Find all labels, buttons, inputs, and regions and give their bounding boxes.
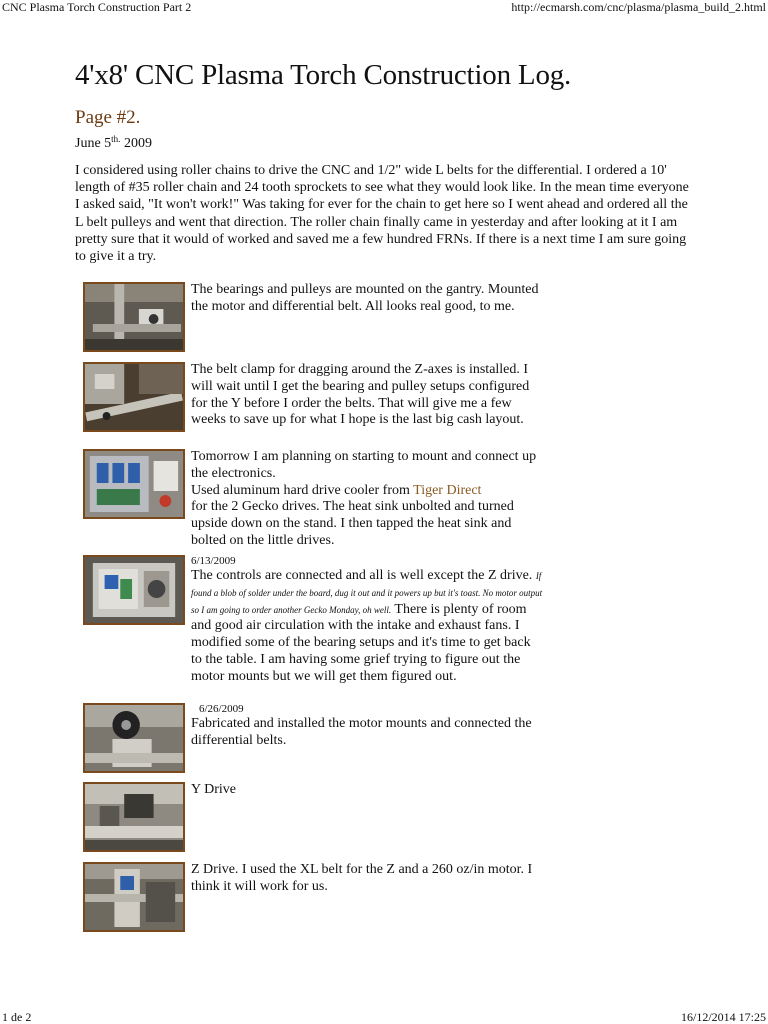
gantry-bearings-photo[interactable]	[83, 282, 185, 352]
page-title: 4'x8' CNC Plasma Torch Construction Log.	[75, 59, 572, 91]
small-note: If found a blob of solder under the board, dug it out and it powers up but it's toast. No motor output so I am going to order another Gecko Monday, oh well.	[191, 571, 543, 615]
electronics-photo[interactable]	[83, 449, 185, 519]
browser-header-url: http://ecmarsh.com/cnc/plasma/plasma_build_2.html	[511, 0, 766, 14]
controls-box-photo[interactable]	[83, 555, 185, 625]
post-date: June $5^{th.}$ 2009	[75, 134, 152, 151]
entry-text: 6/26/2009 Fabricated and installed the motor mounts and connected the differential belts.	[191, 703, 543, 750]
browser-header-title: CNC Plasma Torch Construction Part 2	[2, 0, 192, 14]
entry-text: 6/13/2009 The controls are connected and all is well except the Z drive. If found a blob of solder under the board, dug it out and it powers up but it's toast. No motor output so I am going to order another Gecko Monday, oh well. There is plenty of room and good air circulation with the intake and exhaust fans. I modified some of the bearing setups and it's time to get back to the table. I am having some grief trying to figure out the motor mounts but we will get them figured out.	[191, 555, 543, 684]
entry-text: Y Drive	[191, 782, 236, 797]
intro-paragraph: I considered using roller chains to drive the CNC and 1/2" wide L belts for the differential. I ordered a 10' length of #35 roller chain and 24 tooth sprockets to see what they would look like. In the mean time everyone I asked said, "It won't work!" Was taking for ever for the chain to get here so I went ahead and ordered all the L belt pulleys and went that direction. The roller chain finally came in yesterday and after looking at it I am pretty sure that it would of worked and saved me a few hundred FRNs. If there is a next time I am sure going to give it a try.	[75, 163, 689, 265]
belt-clamp-photo[interactable]	[83, 362, 185, 432]
tiger-direct-link[interactable]: Tiger Direct	[413, 482, 482, 498]
entry-text: The belt clamp for dragging around the Z-axes is installed. I will wait until I get the bearing and pulley setups configured for the Y before I order the belts. That will give me a few weeks to save up for what I hope is the last big cash layout.	[191, 362, 530, 428]
motor-mounts-photo[interactable]	[83, 703, 185, 773]
entry-text: Z Drive. I used the XL belt for the Z and a 260 oz/in motor. I think it will work for us.	[191, 862, 533, 894]
entry-date: 6/13/2009	[191, 555, 236, 567]
entry-text: The bearings and pulleys are mounted on the gantry. Mounted the motor and differential belt. All looks real good, to me.	[191, 282, 539, 314]
page-number-label: Page #2.	[75, 107, 141, 128]
entry-text: Tomorrow I am planning on starting to mount and connect up the electronics. Used aluminum hard drive cooler from Tiger Direct for the 2 Gecko drives. The heat sink unbolted and turned upside down on the stand. I then tapped the heat sink and bolted on the little drives.	[191, 449, 537, 548]
print-timestamp: 16/12/2014 17:25	[680, 1010, 766, 1024]
y-drive-photo[interactable]	[83, 782, 185, 852]
entry-date: 6/26/2009	[199, 703, 244, 715]
z-drive-photo[interactable]	[83, 862, 185, 932]
page-counter: 1 de 2	[2, 1010, 32, 1024]
